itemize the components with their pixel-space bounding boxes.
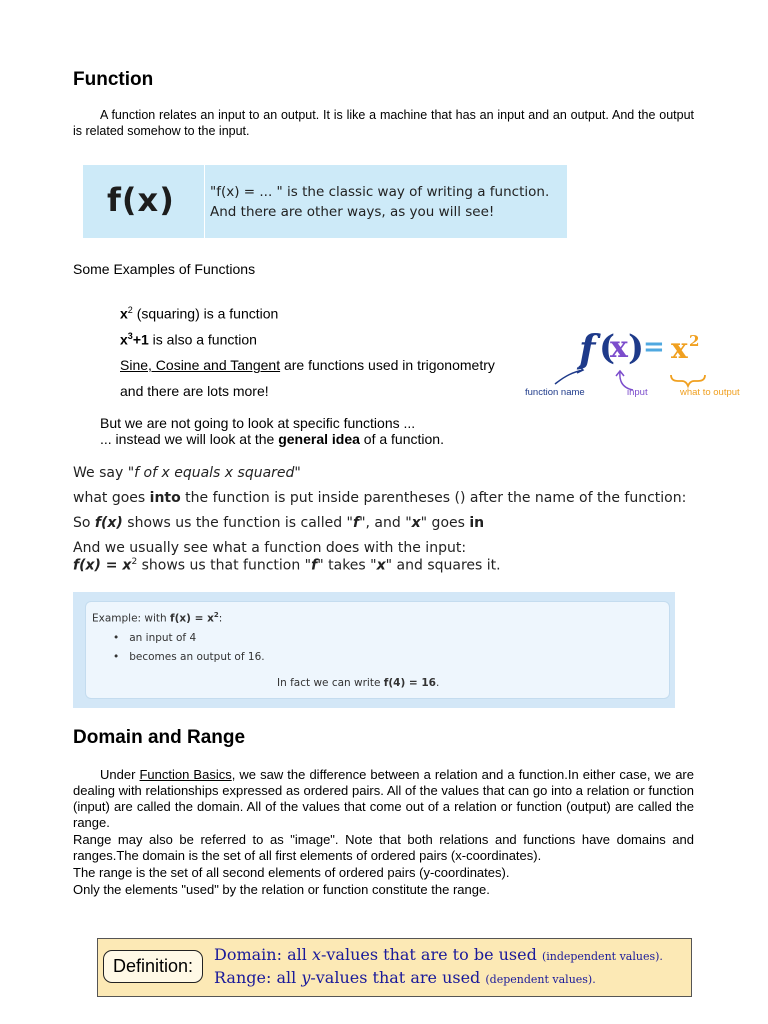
say-bold: into — [149, 490, 181, 506]
say-italic: f(x) — [94, 515, 123, 531]
def-text: -values that are to be used — [320, 945, 542, 964]
say-line-5 — [73, 557, 501, 574]
example-text: are functions used in trigonometry — [280, 357, 495, 373]
say-x: x — [376, 557, 386, 574]
say-f: f — [311, 557, 318, 574]
footer-text: In fact we can write — [277, 677, 384, 689]
fx-big-label: f(x) — [107, 181, 175, 219]
example-text: is also a function — [148, 331, 257, 348]
diagram-paren-close: ) — [628, 328, 645, 368]
fx-diagram — [525, 326, 750, 406]
say-x: x — [411, 515, 421, 531]
fx-desc-line2: And there are other ways, as you will see! — [210, 204, 495, 220]
range-word: Range: — [214, 968, 272, 987]
say-text: So — [73, 515, 95, 531]
trig-link[interactable]: Sine, Cosine and Tangent — [120, 357, 281, 373]
fx-banner — [83, 165, 567, 238]
example-item-cube — [120, 331, 257, 348]
label-input: input — [627, 387, 648, 398]
say-line-2 — [73, 490, 686, 506]
example-bullet-2: • becomes an output of 16. — [113, 651, 265, 663]
say-sup: 2 — [131, 557, 138, 567]
example-text: (squaring) is a function — [132, 305, 279, 322]
note-line-2 — [100, 431, 444, 447]
diagram-paren-open: ( — [599, 328, 616, 368]
example-title-bold: f(x) = x — [170, 612, 214, 625]
say-italic: f(x) = x — [73, 557, 132, 574]
domain-word: Domain: — [214, 945, 282, 964]
example-x: x — [120, 305, 128, 322]
definition-domain — [214, 945, 663, 964]
say-text: " takes " — [317, 557, 377, 574]
say-text: what goes — [73, 490, 150, 506]
example-sup: 2 — [127, 305, 133, 315]
definition-range — [214, 968, 596, 987]
footer-text: . — [435, 677, 440, 689]
fx-desc-line1: "f(x) = ... " is the classic way of writing a function. — [210, 184, 550, 200]
say-text: " and squares it. — [385, 557, 501, 574]
example-title — [92, 611, 222, 625]
domain-paragraph-1 — [73, 767, 694, 831]
definition-box — [97, 938, 692, 997]
say-italic: "f of x equals x squared" — [127, 465, 301, 481]
say-text: shows us the function is called " — [122, 515, 353, 531]
example-footer — [277, 677, 439, 689]
note-line-1: But we are not going to look at specific functions ... — [100, 415, 416, 431]
def-var: x — [311, 945, 321, 964]
fx-divider — [204, 165, 205, 238]
diagram-output-x: x — [671, 332, 688, 365]
section-title-function: Function — [73, 69, 154, 90]
example-panel — [85, 601, 670, 699]
para-text: Under — [100, 767, 140, 782]
function-basics-link[interactable]: Function Basics — [139, 767, 232, 782]
note-bold: general idea — [278, 431, 360, 447]
say-text: We say — [73, 465, 128, 481]
bullet-text: an input of 4 — [129, 632, 197, 644]
example-item-squaring — [120, 305, 278, 322]
example-box — [73, 592, 675, 708]
definition-label: Definition: — [103, 950, 203, 983]
examples-heading: Some Examples of Functions — [73, 261, 256, 277]
example-title-text: : — [218, 612, 223, 625]
example-x: x — [120, 331, 128, 348]
footer-bold: f(4) = 16 — [383, 677, 436, 689]
example-bullet-1: • an input of 4 — [113, 632, 197, 644]
example-item-trig — [120, 357, 495, 373]
bullet-text: becomes an output of 16. — [129, 651, 265, 663]
say-bold: in — [469, 515, 485, 531]
say-line-1 — [73, 465, 301, 481]
def-text: -values that are used — [310, 968, 486, 987]
say-text: shows us that function " — [137, 557, 312, 574]
section-title-domain-range: Domain and Range — [73, 727, 246, 748]
diagram-output-sup: 2 — [689, 332, 700, 350]
def-var: y — [301, 968, 311, 987]
def-small: (dependent values). — [485, 973, 596, 986]
say-line-3 — [73, 515, 484, 531]
diagram-x: x — [610, 330, 628, 365]
example-title-text: Example: with — [92, 612, 171, 625]
example-title-sup: 2 — [213, 611, 219, 619]
label-output: what to output — [680, 387, 740, 398]
def-small: (independent values). — [541, 950, 663, 963]
note-text: of a function. — [359, 431, 444, 447]
note-text: ... instead we will look at the — [100, 431, 279, 447]
domain-paragraph-4: Only the elements "used" by the relation or function constitute the range. — [73, 882, 490, 897]
say-f: f — [352, 515, 360, 531]
brace-output — [671, 375, 705, 386]
domain-paragraph-2: Range may also be referred to as "image". Note that both relations and functions have domains and ranges.The domain is the set of all first elements of ordered pairs (x-coordinates). — [73, 832, 694, 863]
label-function-name: function name — [525, 387, 585, 398]
say-text: the function is put inside parentheses () after the name of the function: — [180, 490, 687, 506]
example-item-more: and there are lots more! — [120, 383, 269, 399]
def-text: all — [271, 968, 302, 987]
diagram-equals: = — [643, 332, 665, 362]
say-line-4: And we usually see what a function does with the input: — [73, 540, 467, 556]
example-sup: 3 — [127, 331, 133, 341]
say-text: " goes — [420, 515, 470, 531]
fx-description — [210, 182, 549, 222]
def-text: all — [281, 945, 312, 964]
example-bold: +1 — [132, 331, 149, 348]
diagram-f: f — [579, 326, 596, 371]
domain-paragraph-3: The range is the set of all second elements of ordered pairs (y-coordinates). — [73, 865, 510, 880]
para-text: , we saw the difference between a relation and a function.In either case, we are dealing with relationships expressed as ordered pairs. All of the values that can go into a relation or function (input) are called the domain. All of the values that come out of a relation or function (output) are called the range. — [73, 767, 694, 830]
function-intro: A function relates an input to an output. It is like a machine that has an input and an output. And the output is related somehow to the input. — [73, 108, 694, 138]
say-text: ", and " — [359, 515, 412, 531]
